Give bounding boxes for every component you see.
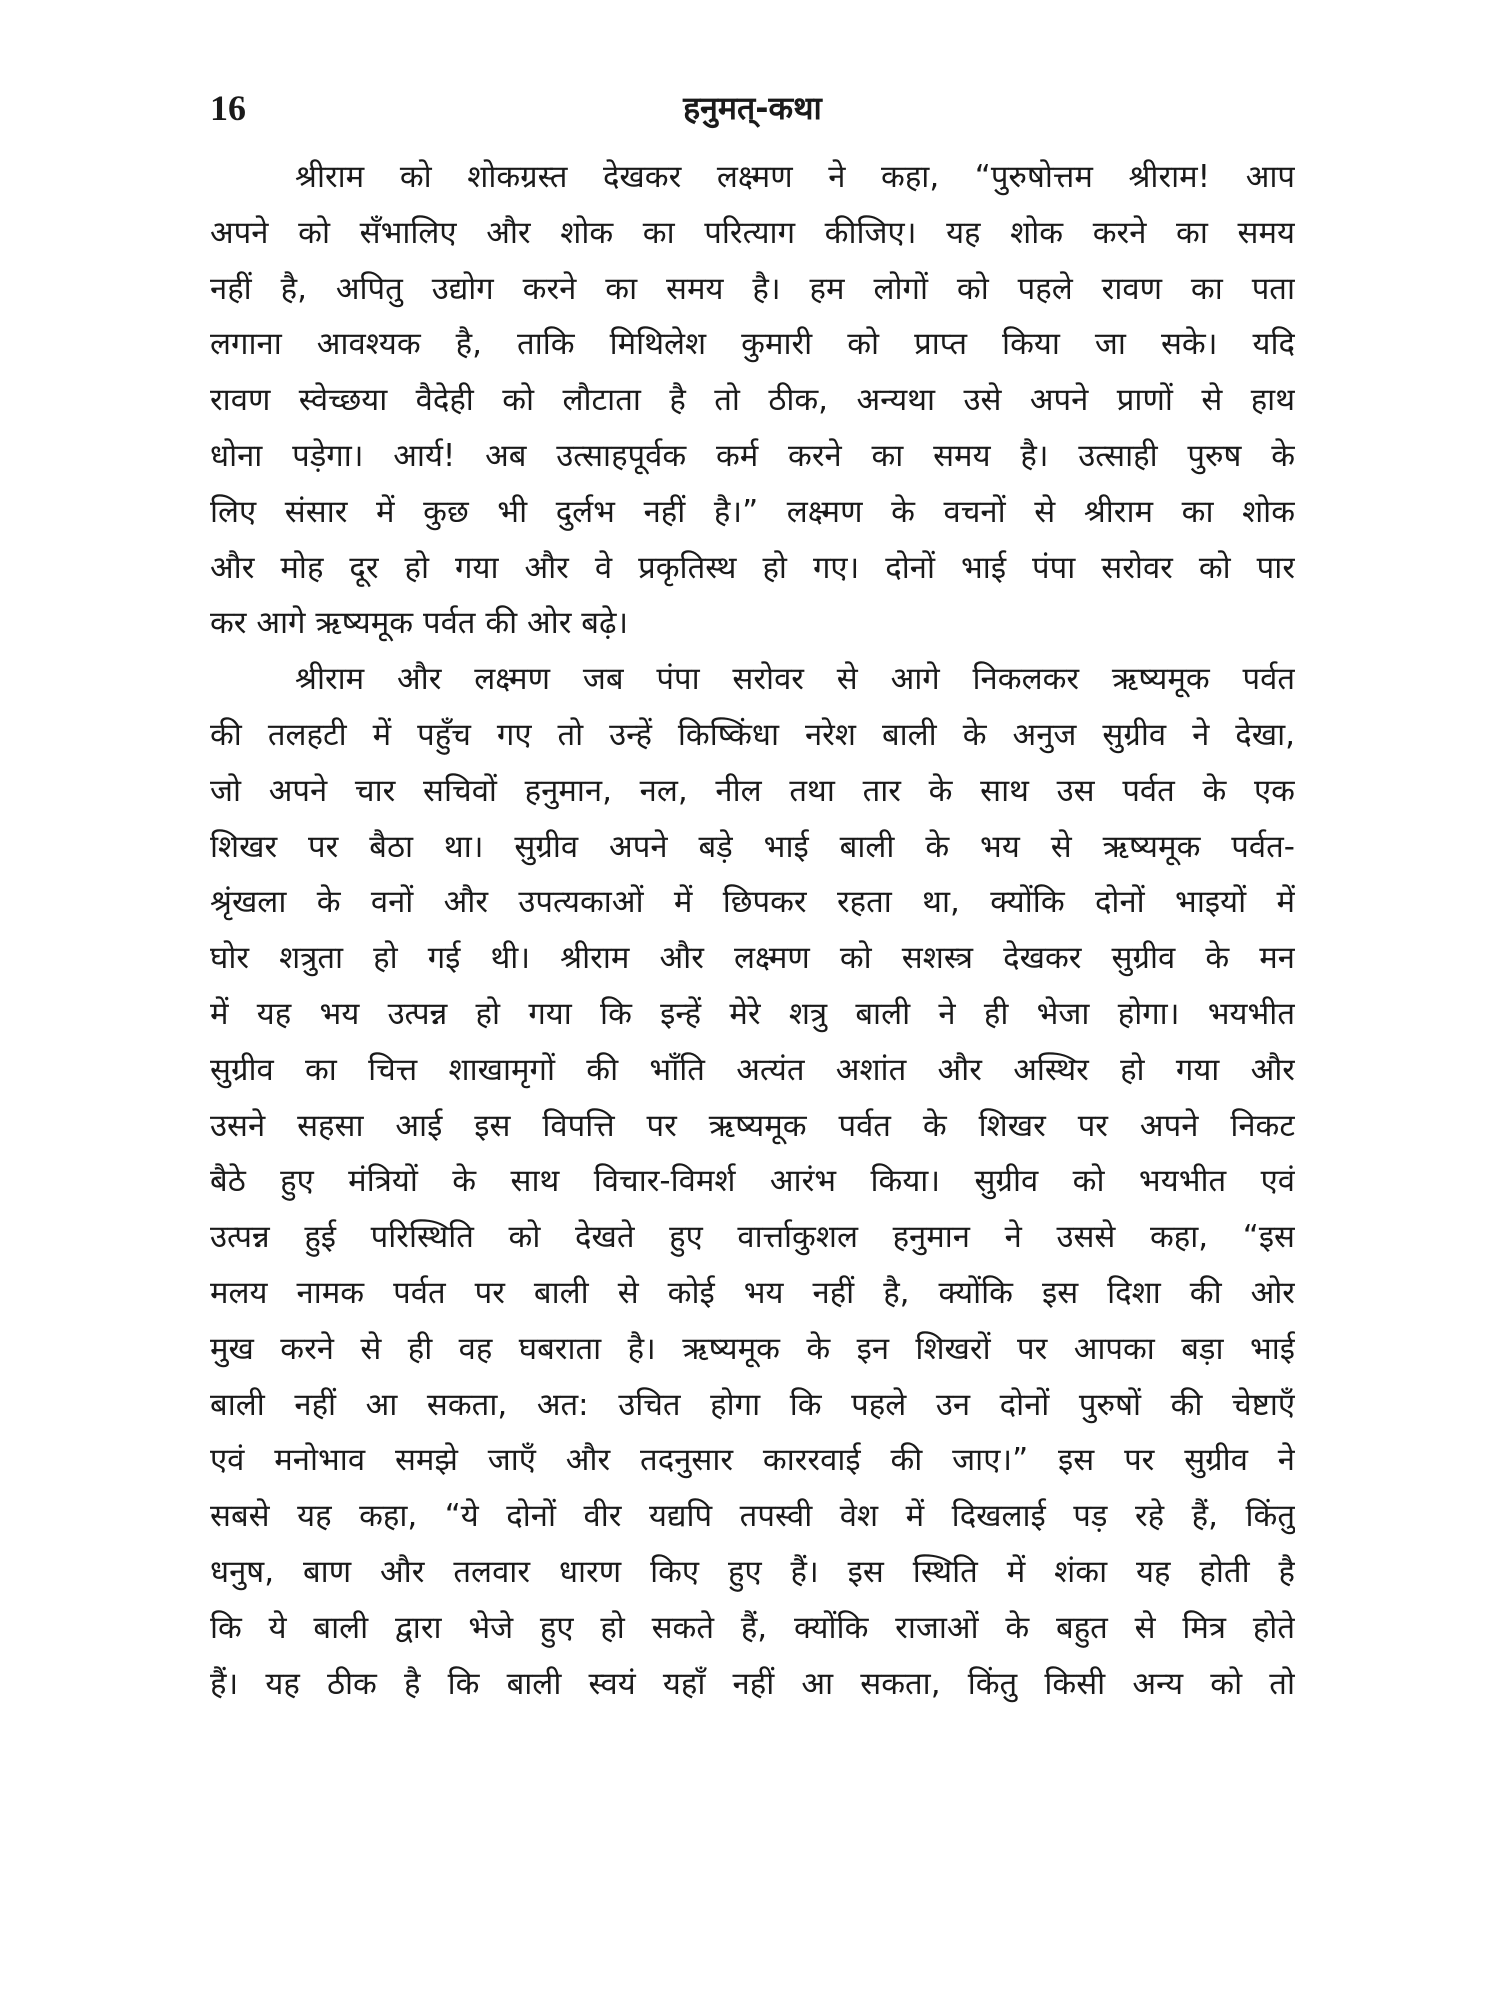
- text-line: नहीं है, अपितु उद्योग करने का समय है। हम लोगों को पहले रावण का पता: [210, 270, 1295, 307]
- text-line: उत्पन्न हुई परिस्थिति को देखते हुए वार्त्ताकुशल हनुमान ने उससे कहा, “इस: [210, 1219, 1295, 1256]
- page-header: [210, 78, 1295, 138]
- text-line: उसने सहसा आई इस विपत्ति पर ऋष्यमूक पर्वत के शिखर पर अपने निकट: [210, 1107, 1295, 1144]
- text-line: सुग्रीव का चित्त शाखामृगों की भाँति अत्यंत अशांत और अस्थिर हो गया और: [210, 1051, 1295, 1088]
- text-line: श्रीराम और लक्ष्मण जब पंपा सरोवर से आगे निकलकर ऋष्यमूक पर्वत: [295, 661, 1295, 698]
- page-number: 16: [210, 88, 246, 128]
- text-line: श्रीराम को शोकग्रस्त देखकर लक्ष्मण ने कहा, “पुरुषोत्तम श्रीराम! आप: [295, 159, 1295, 195]
- text-line: मलय नामक पर्वत पर बाली से कोई भय नहीं है, क्योंकि इस दिशा की ओर: [210, 1274, 1295, 1311]
- running-title: हनुमत्-कथा: [683, 89, 822, 127]
- paragraph-1: [210, 150, 1295, 652]
- text-line: मुख करने से ही वह घबराता है। ऋष्यमूक के इन शिखरों पर आपका बड़ा भाई: [210, 1330, 1295, 1367]
- text-line: धनुष, बाण और तलवार धारण किए हुए हैं। इस स्थिति में शंका यह होती है: [210, 1553, 1295, 1590]
- text-line: सबसे यह कहा, “ये दोनों वीर यद्यपि तपस्वी वेश में दिखलाई पड़ रहे हैं, किंतु: [210, 1498, 1295, 1535]
- text-line: शिखर पर बैठा था। सुग्रीव अपने बड़े भाई बाली के भय से ऋष्यमूक पर्वत-: [210, 828, 1295, 865]
- text-line: जो अपने चार सचिवों हनुमान, नल, नील तथा तार के साथ उस पर्वत के एक: [210, 772, 1295, 809]
- text-line: कर आगे ऋष्यमूक पर्वत की ओर बढ़े।: [210, 605, 629, 642]
- text-line: में यह भय उत्पन्न हो गया कि इन्हें मेरे शत्रु बाली ने ही भेजा होगा। भयभीत: [210, 995, 1295, 1032]
- text-line: एवं मनोभाव समझे जाएँ और तदनुसार काररवाई की जाए।” इस पर सुग्रीव ने: [210, 1442, 1295, 1479]
- text-line: बाली नहीं आ सकता, अत: उचित होगा कि पहले उन दोनों पुरुषों की चेष्टाएँ: [210, 1386, 1295, 1423]
- paragraph-2: [210, 652, 1295, 1712]
- text-line: और मोह दूर हो गया और वे प्रकृतिस्थ हो गए। दोनों भाई पंपा सरोवर को पार: [210, 549, 1295, 586]
- text-line: अपने को सँभालिए और शोक का परित्याग कीजिए। यह शोक करने का समय: [210, 214, 1295, 251]
- text-line: बैठे हुए मंत्रियों के साथ विचार-विमर्श आरंभ किया। सुग्रीव को भयभीत एवं: [210, 1163, 1295, 1200]
- text-line: लिए संसार में कुछ भी दुर्लभ नहीं है।” लक्ष्मण के वचनों से श्रीराम का शोक: [210, 493, 1295, 530]
- text-line: धोना पड़ेगा। आर्य! अब उत्साहपूर्वक कर्म करने का समय है। उत्साही पुरुष के: [210, 437, 1295, 474]
- text-line: घोर शत्रुता हो गई थी। श्रीराम और लक्ष्मण को सशस्त्र देखकर सुग्रीव के मन: [210, 940, 1295, 977]
- text-line: लगाना आवश्यक है, ताकि मिथिलेश कुमारी को प्राप्त किया जा सके। यदि: [210, 326, 1295, 363]
- text-line: कि ये बाली द्वारा भेजे हुए हो सकते हैं, क्योंकि राजाओं के बहुत से मित्र होते: [210, 1609, 1295, 1646]
- text-line: हैं। यह ठीक है कि बाली स्वयं यहाँ नहीं आ सकता, किंतु किसी अन्य को तो: [210, 1665, 1295, 1702]
- text-line: रावण स्वेच्छया वैदेही को लौटाता है तो ठीक, अन्यथा उसे अपने प्राणों से हाथ: [210, 382, 1295, 419]
- text-line: श्रृंखला के वनों और उपत्यकाओं में छिपकर रहता था, क्योंकि दोनों भाइयों में: [210, 884, 1295, 921]
- text-line: की तलहटी में पहुँच गए तो उन्हें किष्किंधा नरेश बाली के अनुज सुग्रीव ने देखा,: [210, 716, 1295, 753]
- body-text: [210, 150, 1295, 1712]
